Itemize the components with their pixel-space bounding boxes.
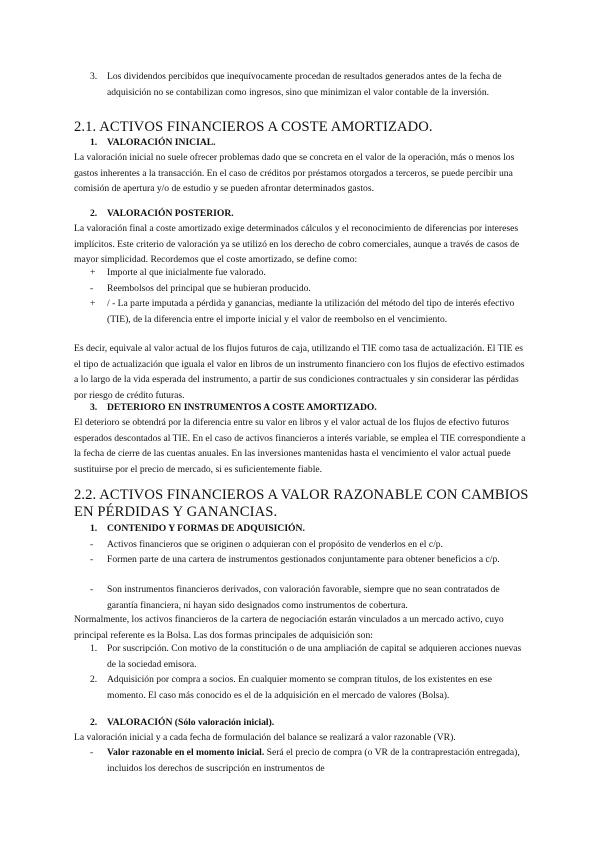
list-item bbox=[90, 537, 530, 553]
list-item bbox=[90, 582, 530, 613]
list-item bbox=[90, 552, 530, 568]
list-marker: 2. bbox=[90, 674, 98, 685]
numbered-item bbox=[90, 672, 530, 703]
list-item bbox=[90, 281, 530, 297]
paragraph: La valoración final a coste amortizado exige determinados cálculos y el reconocimiento de diferencias por intereses implícitos. Este criterio de valoración ya se utilizó en los derecho de cobro comerciales, aunque a través de casos de mayor simplicidad. Recordemos que el coste amortizado, se define como: bbox=[74, 223, 520, 266]
paragraph: La valoración inicial y a cada fecha de formulación del balance se realizará a valor razonable (VR). bbox=[74, 732, 456, 743]
subheading-contenido: 1. CONTENIDO Y FORMAS DE ADQUISICIÓN. bbox=[90, 523, 305, 534]
list-marker: + bbox=[90, 267, 96, 278]
list-item-text: Por suscripción. Con motivo de la constitución o de una ampliación de capital se adquieren acciones nuevas de la sociedad emisora. bbox=[107, 643, 522, 670]
paragraph: La valoración inicial no suele ofrecer problemas dado que se concreta en el valor de la operación, más o menos los gastos inherentes a la transacción. En el caso de créditos por préstamos otorgados a terceros, se puede percibir una comisión de apertura y/o de estudio y se pueden afrontar determinados gastos. bbox=[74, 152, 515, 195]
list-item-text: Los dividendos percibidos que inequívocamente procedan de resultados generados antes de la fecha de adquisición no se contabilizan como ingresos, sino que minimizan el valor contable de la inversión. bbox=[107, 71, 502, 98]
subheading-valoracion-posterior: 2. VALORACIÓN POSTERIOR. bbox=[90, 208, 234, 219]
list-marker: - bbox=[90, 584, 94, 595]
section-heading-2-2: 2.2. ACTIVOS FINANCIEROS A VALOR RAZONABLE CON CAMBIOS EN PÉRDIDAS Y GANANCIAS. bbox=[74, 487, 529, 520]
list-marker: 3. bbox=[90, 71, 98, 82]
bold-term: Valor razonable en el momento inicial. bbox=[107, 747, 265, 758]
list-marker: - bbox=[90, 554, 94, 565]
paragraph: Normalmente, los activos financieros de la cartera de negociación estarán vinculados a un mercado activo, cuyo principal referente es la Bolsa. Las dos formas principales de adquisición son: bbox=[74, 614, 504, 641]
list-marker: - bbox=[90, 539, 94, 550]
list-item-text: Adquisición por compra a socios. En cualquier momento se compran títulos, de los existentes en ese momento. El caso más conocido es el de la adquisición en el mercado de valores (Bolsa). bbox=[107, 674, 492, 701]
list-marker: + bbox=[90, 298, 96, 309]
list-item bbox=[90, 296, 530, 327]
numbered-item bbox=[90, 641, 530, 672]
subheading-deterioro: 3. DETERIORO EN INSTRUMENTOS A COSTE AMORTIZADO. bbox=[90, 402, 377, 413]
list-item-text: Importe al que inicialmente fue valorado. bbox=[107, 267, 266, 278]
list-item-text: Activos financieros que se originen o adquieran con el propósito de venderlos en el c/p. bbox=[107, 539, 443, 550]
paragraph: Es decir, equivale al valor actual de los flujos futuros de caja, utilizando el TIE como tasa de actualización. El TIE es el tipo de actualización que iguala el valor en libros de un instrumento financiero con los flujos de efectivo estimados a lo largo de la vida esperada del instrumento, a partir de sus condiciones contractuales y sin considerar las pérdidas por riesgo de crédito futuras. bbox=[74, 343, 525, 401]
list-marker: - bbox=[90, 747, 94, 758]
list-item-text: Formen parte de una cartera de instrumentos gestionados conjuntamente para obtener beneficios a c/p. bbox=[107, 554, 500, 565]
subheading-valoracion: 2. VALORACIÓN (Sólo valoración inicial). bbox=[90, 717, 275, 728]
list-item-text: Valor razonable en el momento inicial. Será el precio de compra (o VR de la contraprestación entregada), incluidos los derechos de suscripción en instrumentos de bbox=[107, 747, 520, 774]
list-item-text: Reembolsos del principal que se hubieran producido. bbox=[107, 283, 311, 294]
list-marker: - bbox=[90, 283, 94, 294]
list-marker: 1. bbox=[90, 643, 98, 654]
list-item-text: Son instrumentos financieros derivados, con valoración favorable, siempre que no sean contratados de garantía financiera, ni hayan sido designados como instrumentos de cobertura. bbox=[107, 584, 500, 611]
list-item-text: / - La parte imputada a pérdida y ganancias, mediante la utilización del método del tipo de interés efectivo (TIE), de la diferencia entre el importe inicial y el valor de reembolso en el vencimiento. bbox=[107, 298, 515, 325]
paragraph: El deterioro se obtendrá por la diferencia entre su valor en libros y el valor actual de los flujos de efectivo futuros esperados descontados al TIE. En el caso de activos financieros a interés variable, se emplea el TIE correspondiente a la fecha de cierre de las cuentas anuales. En las inversiones mantenidas hasta el vencimiento el valor actual puede sustituirse por el precio de mercado, si es suficientemente fiable. bbox=[74, 417, 526, 475]
section-heading-2-1: 2.1. ACTIVOS FINANCIEROS A COSTE AMORTIZADO. bbox=[74, 119, 433, 135]
subheading-valoracion-inicial: 1. VALORACIÓN INICIAL. bbox=[90, 137, 216, 148]
list-item bbox=[90, 265, 530, 281]
list-item bbox=[90, 69, 530, 100]
list-item bbox=[90, 745, 530, 776]
